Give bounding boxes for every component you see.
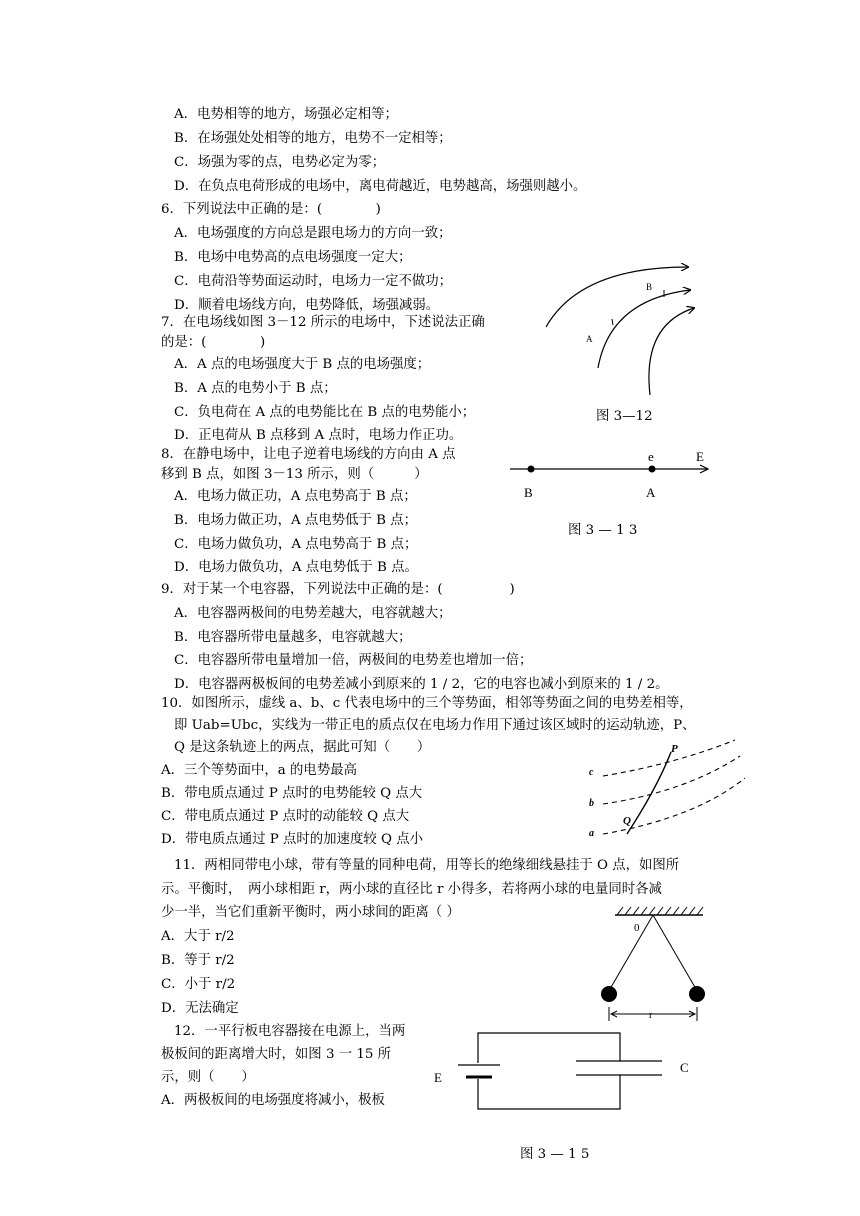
q5-option-d: D．在负点电荷形成的电场中，离电荷越近，电势越高，场强则越小。: [174, 179, 587, 194]
q6-stem: 6．下列说法中正确的是：( ): [161, 202, 381, 217]
q9-option-b: B．电容器所带电量越多，电容就越大；: [174, 630, 412, 645]
q7-stem-line2: 的是：( ): [161, 335, 266, 350]
equipotential-b: [603, 756, 740, 804]
q12-stem-line1: 12．一平行板电容器接在电源上，当两: [174, 1024, 406, 1039]
q11-option-d: D．无法确定: [161, 1001, 239, 1016]
field-line-3: [649, 308, 694, 395]
q8-option-a: A．电场力做正功，A 点电势高于 B 点；: [174, 489, 417, 504]
q10-stem-line2: 即 Uab=Ubc，实线为一带正电的质点仅在电场力作用下通过该区域时的运动轨迹，P、: [174, 718, 696, 733]
q8-option-b: B．电场力做正功，A 点电势低于 B 点；: [174, 513, 417, 528]
q10-option-d: D．带电质点通过 P 点时的加速度较 Q 点小: [161, 832, 423, 847]
fig313-label-b: B: [524, 485, 533, 500]
q6-option-c: C．电荷沿等势面运动时，电场力一定不做功；: [174, 274, 453, 289]
q5-option-b: B．在场强处处相等的地方，电势不一定相等；: [174, 131, 452, 146]
q7-option-b: B．A 点的电势小于 B 点；: [174, 381, 337, 396]
q12-option-a: A．两极板间的电场强度将减小，极板: [161, 1093, 385, 1108]
q6-option-b: B．电场中电势高的点电场强度一定大；: [174, 250, 412, 265]
fig313-label-a: A: [646, 485, 656, 500]
q11-label-r: r: [649, 1010, 653, 1021]
q8-option-c: C．电场力做负功，A 点电势高于 B 点；: [174, 537, 418, 552]
q10-option-b: B．带电质点通过 P 点时的电势能较 Q 点大: [161, 786, 423, 801]
figure-3-15-circuit: [430, 1025, 710, 1120]
q9-option-c: C．电容器所带电量增加一倍，两极间的电势差也增加一倍；: [174, 653, 533, 668]
q7-option-c: C．负电荷在 A 点的电势能比在 B 点的电势能小；: [174, 405, 476, 420]
q5-option-c: C．场强为零的点，电势必定为零；: [174, 155, 386, 170]
q10-stem-line3: Q 是这条轨迹上的两点，据此可知（ ）: [174, 740, 431, 755]
q7-option-d: D．正电荷从 B 点移到 A 点时，电场力作正功。: [174, 428, 463, 443]
q10-option-c: C．带电质点通过 P 点时的动能较 Q 点大: [161, 809, 410, 824]
figure-3-15-caption: 图 3 — 1 5: [520, 1147, 590, 1162]
field-line-2: [598, 290, 690, 368]
q11-stem-line1: 11．两相同带电小球，带有等量的同种电荷，用等长的绝缘细线悬挂于 O 点，如图所: [174, 858, 680, 873]
right-ball: [689, 986, 705, 1002]
q5-option-a: A．电势相等的地方，场强必定相等；: [174, 107, 398, 122]
q8-stem-line2: 移到 B 点，如图 3－13 所示，则（ ）: [161, 467, 428, 482]
q6-option-d: D．顺着电场线方向，电势降低，场强减弱。: [174, 298, 440, 313]
fig315-label-e: E: [434, 1070, 442, 1085]
q10-equipotential-figure: [585, 738, 745, 840]
point-a-dot: [649, 466, 656, 473]
q10-stem-line1: 10．如图所示，虚线 a、b、c 代表电场中的三个等势面，相邻等势面之间的电势差相等，: [161, 696, 693, 711]
q10-label-q: Q: [623, 815, 631, 827]
figure-3-12-field-lines: [530, 255, 700, 415]
fig313-label-field: E: [696, 449, 704, 464]
q10-label-b: b: [589, 798, 594, 809]
fig315-label-c: C: [680, 1060, 689, 1075]
q11-stem-line2: 示。平衡时， 两小球相距 r，两小球的直径比 r 小得多，若将两小球的电量同时各减: [161, 882, 662, 897]
q7-option-a: A．A 点的电场强度大于 B 点的电场强度；: [174, 357, 431, 372]
q11-label-o: 0: [634, 922, 640, 934]
point-b-dot: [528, 466, 535, 473]
q12-stem-line2: 极板间的距离增大时，如图 3 一 15 所: [161, 1047, 392, 1062]
q12-stem-line3: 示，则（ ）: [161, 1070, 255, 1085]
q7-stem-line1: 7．在电场线如图 3－12 所示的电场中，下述说法正确: [161, 315, 485, 330]
q9-option-d: D．电容器两极板间的电势差减小到原来的 1 / 2，它的电容也减小到原来的 1 / 2。: [174, 677, 669, 692]
q10-label-c: c: [589, 767, 594, 778]
q11-hanging-balls-figure: [595, 905, 725, 1025]
figure-3-13-field-line: [500, 445, 720, 505]
q11-option-a: A．大于 r/2: [161, 929, 235, 944]
q11-option-c: C．小于 r/2: [161, 977, 236, 992]
figure-3-13-caption: 图 3 — 1 3: [568, 523, 638, 538]
q9-stem: 9．对于某一个电容器，下列说法中正确的是：( ): [161, 582, 515, 597]
left-ball: [601, 986, 617, 1002]
fig312-label-b: B: [646, 282, 653, 292]
q11-option-b: B．等于 r/2: [161, 953, 235, 968]
q10-option-a: A．三个等势面中，a 的电势最高: [161, 763, 357, 778]
fig313-label-e-charge: e: [648, 449, 654, 464]
fig312-label-a: A: [586, 334, 593, 344]
q11-stem-line3: 少一半，当它们重新平衡时，两小球间的距离（ ）: [161, 905, 460, 920]
q9-option-a: A．电容器两极间的电势差越大，电容就越大；: [174, 606, 452, 621]
q10-label-p: P: [671, 743, 678, 755]
q8-option-d: D．电场力做负功，A 点电势低于 B 点。: [174, 560, 418, 575]
q10-label-a: a: [589, 828, 594, 839]
figure-3-12-caption: 图 3—12: [596, 409, 653, 424]
q6-option-a: A．电场强度的方向总是跟电场力的方向一致；: [174, 226, 452, 241]
trajectory: [627, 752, 671, 834]
field-line-1: [546, 267, 688, 327]
q8-stem-line1: 8．在静电场中，让电子逆着电场线的方向由 A 点: [161, 447, 456, 462]
